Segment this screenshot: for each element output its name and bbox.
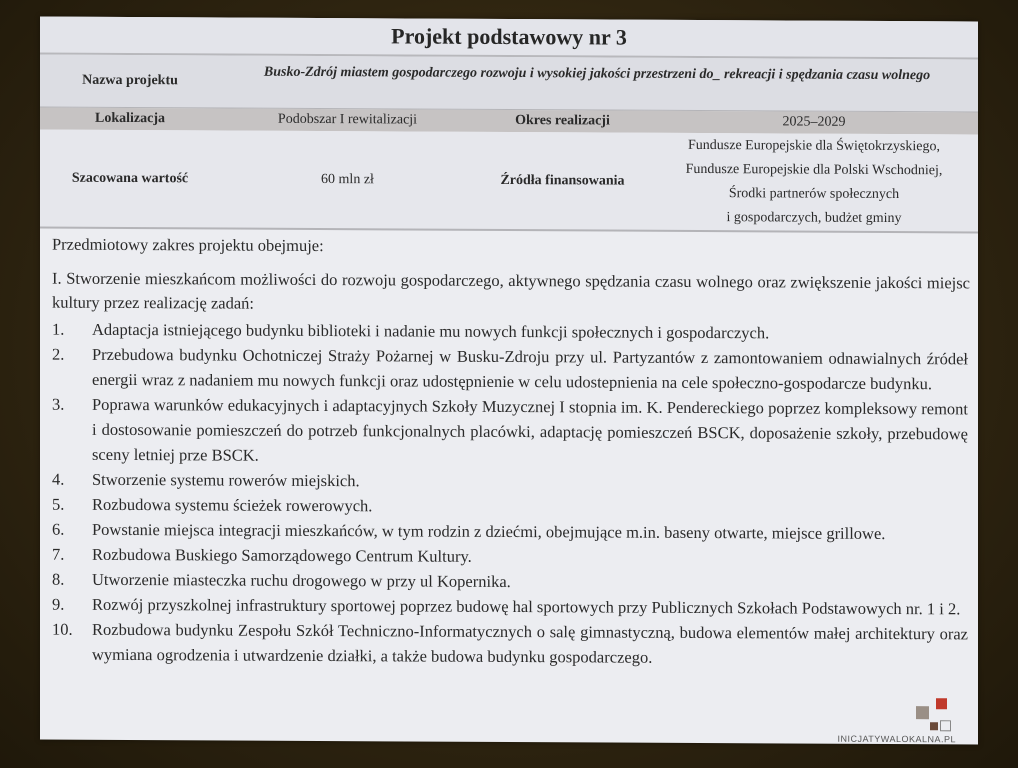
item-number: 3. — [52, 394, 65, 414]
task-list — [52, 317, 970, 672]
period-value: 2025–2029 — [782, 114, 846, 130]
scope-intro: Przedmiotowy zakres projektu obejmuje: — [52, 234, 324, 256]
item-text: Rozbudowa Buskiego Samorządowego Centrum Kultury. — [92, 544, 472, 566]
section-heading: I. Stworzenie mieszkańcom możliwości do rozwoju gospodarczego, aktywnego spędzania czasu wolnego oraz zwiększenie jakości miejsc kultury przez realizację zadań: — [52, 268, 970, 313]
item-number: 5. — [52, 494, 65, 514]
estimated-value-label: Szacowana wartość — [71, 170, 189, 186]
presentation-slide — [40, 17, 978, 745]
item-number: 7. — [52, 544, 65, 564]
item-number: 9. — [52, 594, 65, 614]
item-text: Stworzenie systemu rowerów miejskich. — [92, 469, 360, 491]
value-row — [40, 130, 978, 234]
location-label: Lokalizacja — [95, 110, 165, 127]
project-name-value: Busko-Zdrój miastem gospodarczego rozwoju i wysokiej jakości przestrzeni do_ rekreacji i spędzania czasu wolnego — [263, 64, 931, 84]
estimated-value: 60 mln zł — [321, 171, 374, 187]
period-label: Okres realizacji — [515, 113, 610, 129]
project-name-label: Nazwa projektu — [82, 72, 178, 89]
funding-line: Fundusze Europejskie dla Polski Wschodniej, — [685, 161, 943, 178]
funding-line: Fundusze Europejskie dla Świętokrzyskiego, — [688, 137, 940, 154]
item-text: Rozbudowa systemu ścieżek rowerowych. — [92, 494, 373, 516]
item-number: 2. — [52, 344, 65, 364]
item-text: Poprawa warunków edukacyjnych i adaptacyjnych Szkoły Muzycznej I stopnia im. K. Pendereckiego poprzez kompleksowy remont i dostosowanie pomieszczeń do potrzeb funkcjonalnych placówki, adaptację pomieszczeń BSCK, doposażenie szkoły, przebudowę sceny letniej prze BSCK. — [92, 394, 968, 465]
project-name-row — [40, 55, 978, 113]
item-number: 8. — [52, 569, 65, 589]
scope-body — [40, 229, 978, 672]
list-item — [52, 342, 970, 397]
location-value: Podobszar I rewitalizacji — [277, 111, 418, 128]
item-text: Powstanie miejsca integracji mieszkańców, w tym rodzin z dziećmi, obejmujące m.in. baseny otwarte, miejsce grillowe. — [92, 519, 886, 543]
funding-line: i gospodarczych, budżet gminy — [726, 209, 902, 226]
list-item — [52, 392, 970, 472]
slide-title: Projekt podstawowy nr 3 — [40, 17, 978, 60]
funding-sources — [650, 133, 978, 231]
item-number: 4. — [52, 469, 65, 489]
funding-label: Źródła finansowania — [500, 172, 625, 189]
inicjatywa-lokalna-logo — [837, 698, 956, 745]
logo-squares-icon — [916, 698, 956, 732]
item-number: 6. — [52, 519, 65, 539]
item-text: Utworzenie miasteczka ruchu drogowego w przy ul Kopernika. — [92, 569, 511, 592]
item-number: 1. — [52, 319, 65, 339]
item-text: Rozwój przyszkolnej infrastruktury sportowej poprzez budowę hal sportowych przy Publicznych Szkołach Podstawowych nr. 1 i 2. — [92, 594, 961, 619]
funding-line: Środki partnerów społecznych — [728, 185, 900, 202]
item-text: Adaptacja istniejącego budynku biblioteki i nadanie mu nowych funkcji społecznych i gospodarczych. — [92, 319, 770, 343]
logo-text: INICJATYWALOKALNA.PL — [837, 733, 956, 745]
list-item — [52, 617, 970, 672]
item-number: 10. — [52, 619, 73, 639]
item-text: Przebudowa budynku Ochotniczej Straży Pożarnej w Busku-Zdroju przy ul. Partyzantów z zamontowaniem odnawialnych źródeł energii wraz z nadaniem mu nowych funkcji oraz udostępnienie w celu udostepnienia na cele społeczno-gospodarcze budynku. — [92, 344, 968, 394]
item-text: Rozbudowa budynku Zespołu Szkół Techniczno-Informatycznych o salę gimnastyczną, budowa elementów małej architektury oraz wymiana ogrodzenia i utwardzenie działki, a także budowa budynku gospodarczego. — [92, 619, 968, 667]
